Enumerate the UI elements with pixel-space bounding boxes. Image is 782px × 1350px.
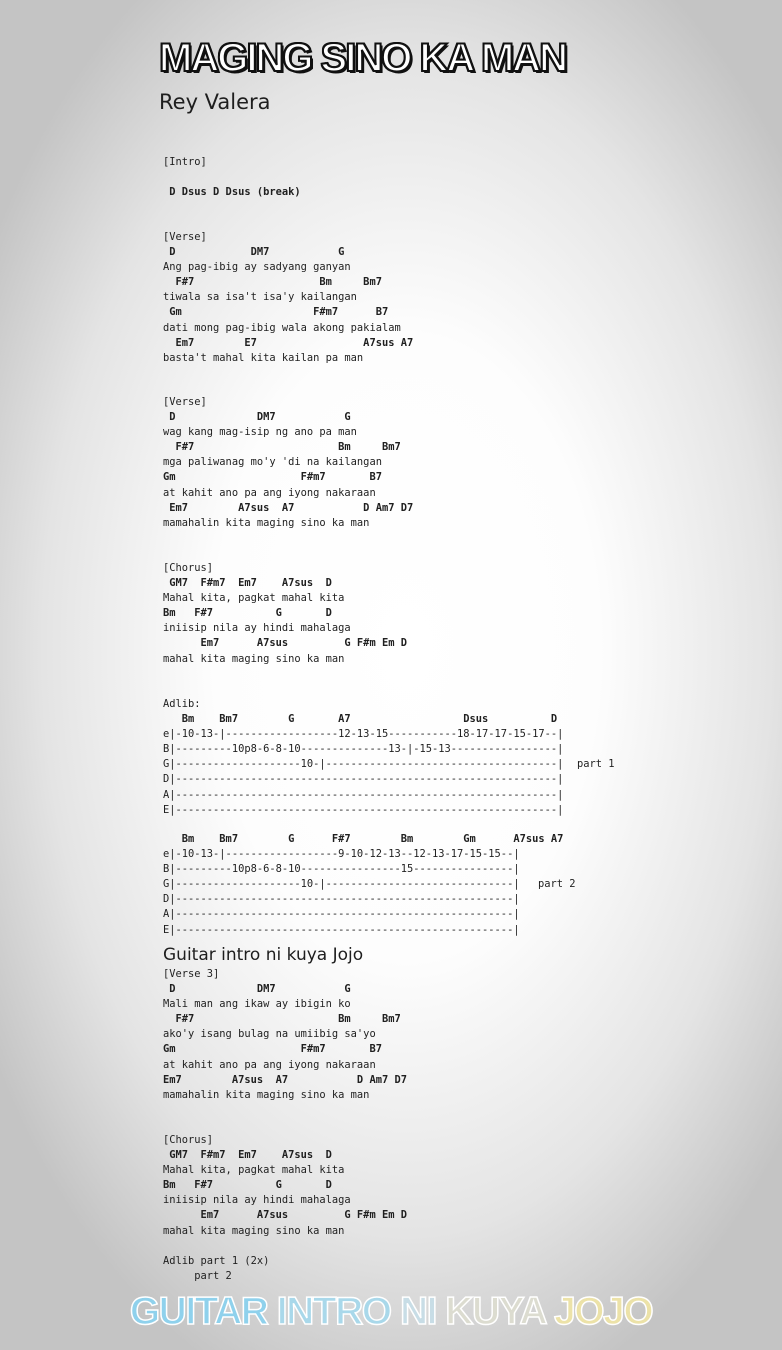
- chord-line: Em7 A7sus G F#m Em D: [163, 1209, 407, 1222]
- lyric-line: [Chorus]: [163, 1134, 214, 1146]
- lyric-line: [Verse]: [163, 231, 207, 243]
- chorus-repeat-section: [163, 1133, 407, 1239]
- lyric-line: mahal kita maging sino ka man: [163, 652, 345, 665]
- banner-word: NI: [399, 1290, 436, 1333]
- lyric-line: mahal kita maging sino ka man: [163, 1224, 345, 1237]
- tab-line: D|-------------------------------------------------------------|: [163, 773, 564, 786]
- part-2-label: part 2: [538, 878, 576, 890]
- chord-line: Bm F#7 G D: [163, 1179, 332, 1192]
- song-title: MAGING SINO KA MAN: [159, 36, 566, 80]
- adlib-part-2-tab: [163, 832, 563, 938]
- lyric-line: Ang pag-ibig ay sadyang ganyan: [163, 261, 351, 274]
- outro-adlib-notes: [163, 1254, 269, 1284]
- chord-line: D Dsus D Dsus (break): [163, 186, 301, 199]
- chord-line: Gm F#m7 B7: [163, 471, 382, 484]
- chord-line: D DM7 G: [163, 983, 351, 996]
- chorus-section: [163, 561, 407, 667]
- chord-line: Bm F#7 G D: [163, 607, 332, 620]
- lyric-line: mga paliwanag mo'y 'di na kailangan: [163, 456, 382, 469]
- chord-line: Gm F#m7 B7: [163, 1043, 382, 1056]
- lyric-line: mamahalin kita maging sino ka man: [163, 1088, 370, 1101]
- banner-word: JOJO: [554, 1290, 653, 1333]
- tab-line: G|--------------------10-|-------------------------------------|: [163, 758, 564, 771]
- lyric-line: iniisip nila ay hindi mahalaga: [163, 622, 351, 635]
- artist-name: Rey Valera: [159, 90, 271, 114]
- tab-line: A|------------------------------------------------------|: [163, 908, 520, 921]
- lyric-line: Mahal kita, pagkat mahal kita: [163, 592, 345, 605]
- lyric-line: at kahit ano pa ang iyong nakaraan: [163, 486, 376, 499]
- lyric-line: wag kang mag-isip ng ano pa man: [163, 426, 357, 439]
- lyric-line: ako'y isang bulag na umiibig sa'yo: [163, 1028, 376, 1041]
- lyric-line: mamahalin kita maging sino ka man: [163, 516, 370, 529]
- lyric-line: tiwala sa isa't isa'y kailangan: [163, 291, 357, 304]
- lyric-line: iniisip nila ay hindi mahalaga: [163, 1194, 351, 1207]
- lyric-line: [Chorus]: [163, 562, 214, 574]
- chord-line: Gm F#m7 B7: [163, 306, 389, 319]
- chord-line: F#7 Bm Bm7: [163, 276, 382, 289]
- banner-word: INTRO: [276, 1290, 391, 1333]
- verse-1-section: [163, 230, 413, 366]
- banner-word: GUITAR: [129, 1290, 268, 1333]
- chord-line: D DM7 G: [163, 246, 345, 259]
- intro-section: [163, 155, 301, 200]
- lyric-line: [Intro]: [163, 156, 207, 168]
- tab-line: A|-------------------------------------------------------------|: [163, 788, 564, 801]
- tab-line: e|-10-13-|------------------12-13-15-----------18-17-17-15-17--|: [163, 728, 564, 741]
- guitar-intro-heading: Guitar intro ni kuya Jojo: [163, 945, 364, 965]
- chord-line: D DM7 G: [163, 411, 351, 424]
- lyric-line: part 2: [163, 1270, 232, 1283]
- tab-line: G|--------------------10-|------------------------------|: [163, 878, 520, 891]
- chord-line: Em7 E7 A7sus A7: [163, 336, 414, 349]
- chord-line: GM7 F#m7 Em7 A7sus D: [163, 1149, 332, 1162]
- tab-line: e|-10-13-|------------------9-10-12-13--12-13-17-15-15--|: [163, 848, 520, 861]
- lyric-line: [Verse]: [163, 396, 207, 408]
- chord-line: F#7 Bm Bm7: [163, 1013, 401, 1026]
- lyric-line: Adlib part 1 (2x): [163, 1255, 270, 1267]
- chord-line: Em7 A7sus A7 D Am7 D7: [163, 1073, 407, 1086]
- tab-line: B|---------10p8-6-8-10--------------13-|-15-13-----------------|: [163, 743, 564, 756]
- lyric-line: basta't mahal kita kailan pa man: [163, 351, 364, 364]
- verse-3-section: [163, 967, 407, 1103]
- credit-banner: [0, 1292, 782, 1331]
- chord-line: Em7 A7sus G F#m Em D: [163, 637, 407, 650]
- adlib-part-1-tab: [163, 697, 563, 818]
- banner-word: KUYA: [445, 1290, 545, 1333]
- tab-line: E|------------------------------------------------------|: [163, 923, 520, 936]
- chord-line: GM7 F#m7 Em7 A7sus D: [163, 577, 332, 590]
- lyric-line: Mahal kita, pagkat mahal kita: [163, 1164, 345, 1177]
- lyric-line: dati mong pag-ibig wala akong pakialam: [163, 321, 401, 334]
- tab-line: B|---------10p8-6-8-10----------------15----------------|: [163, 863, 520, 876]
- tab-line: D|------------------------------------------------------|: [163, 893, 520, 906]
- lyric-line: Mali man ang ikaw ay ibigin ko: [163, 998, 351, 1011]
- lyric-line: [Verse 3]: [163, 968, 220, 980]
- verse-2-section: [163, 395, 413, 531]
- lyric-line: at kahit ano pa ang iyong nakaraan: [163, 1058, 376, 1071]
- chord-line: Bm Bm7 G A7 Dsus D: [163, 713, 558, 726]
- chord-line: Bm Bm7 G F#7 Bm Gm A7sus A7: [163, 833, 564, 845]
- chord-line: F#7 Bm Bm7: [163, 441, 401, 454]
- tab-line: E|-------------------------------------------------------------|: [163, 803, 564, 816]
- lyric-line: Adlib:: [163, 698, 201, 710]
- part-1-label: part 1: [577, 758, 615, 770]
- chord-line: Em7 A7sus A7 D Am7 D7: [163, 501, 414, 514]
